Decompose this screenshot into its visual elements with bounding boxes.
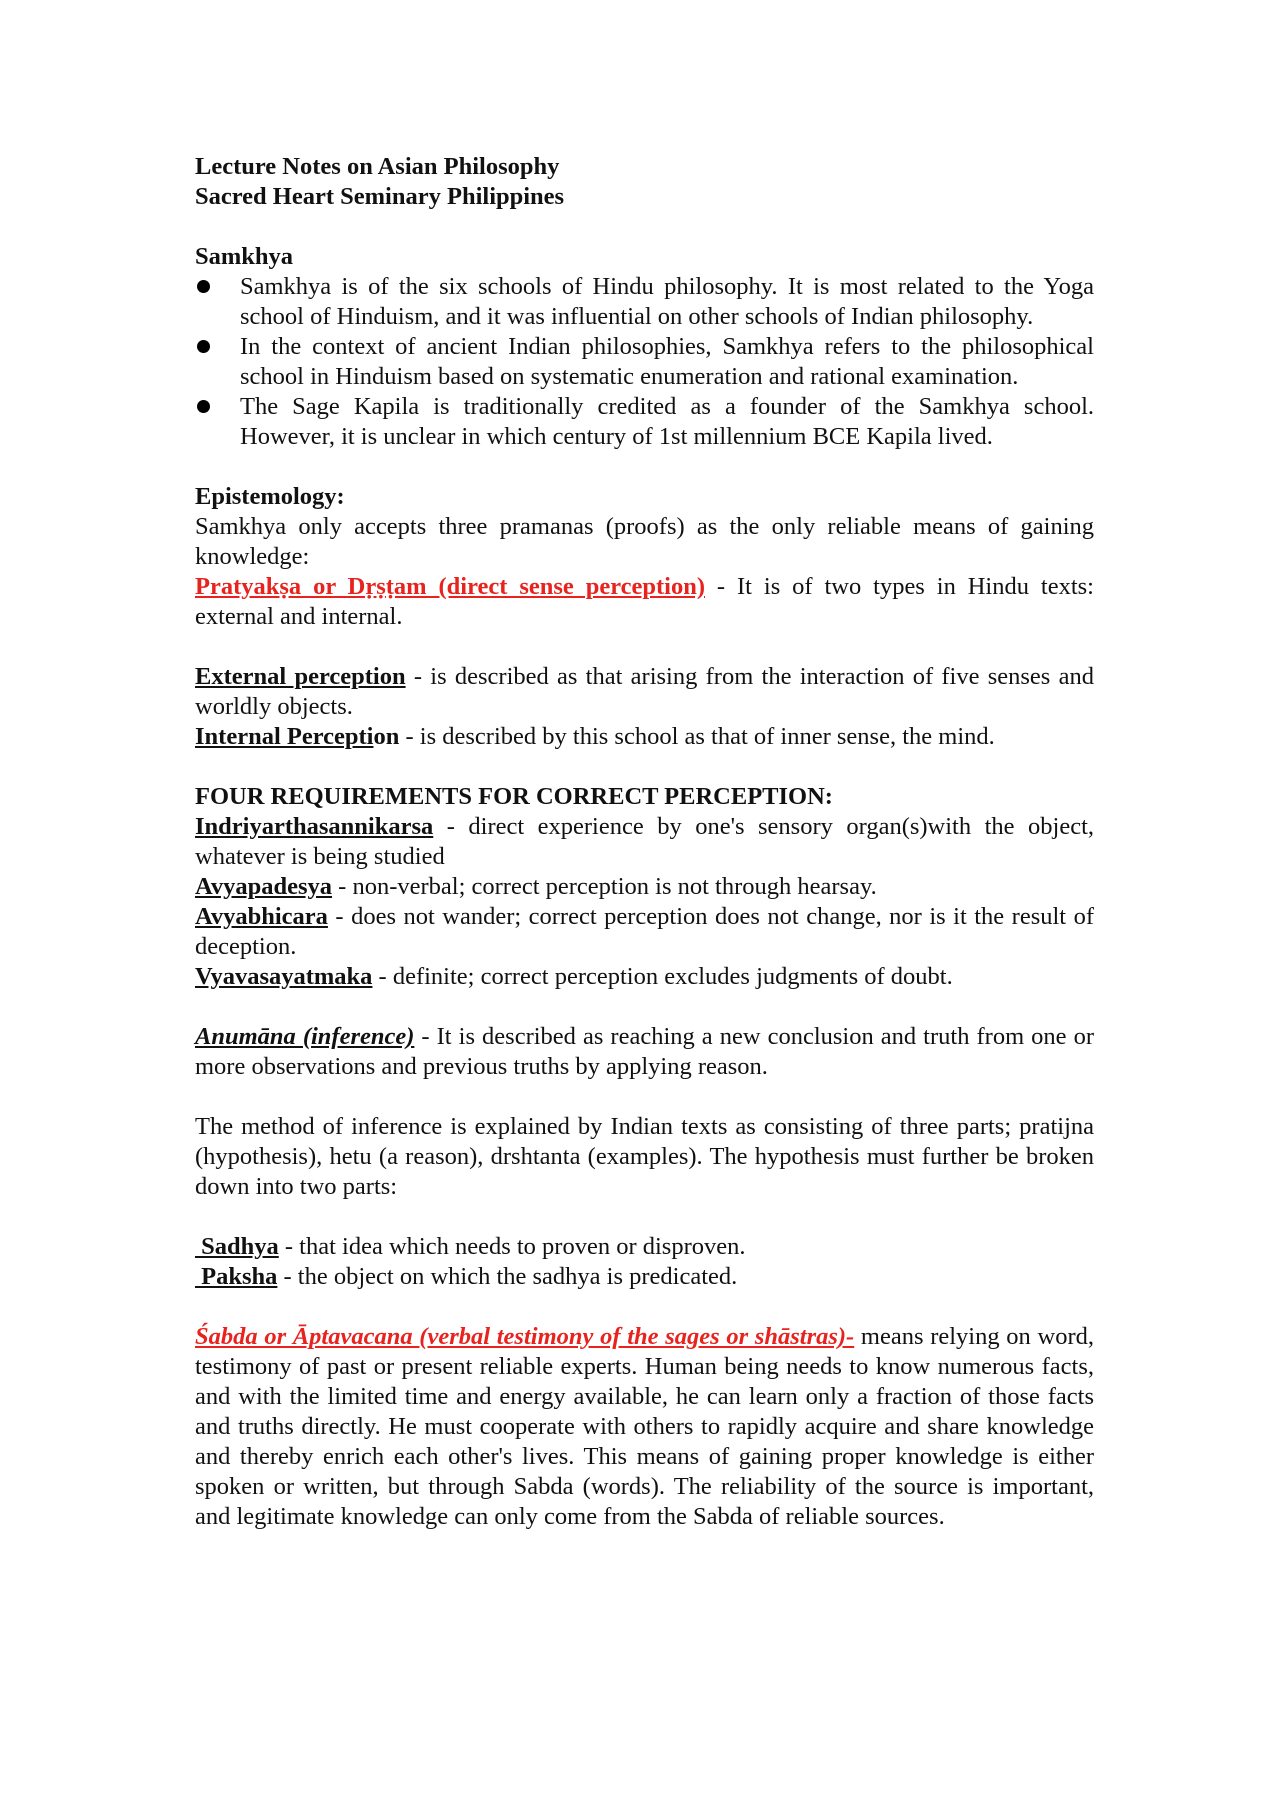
spacer xyxy=(195,1082,1094,1112)
inference-part-item xyxy=(195,1262,1094,1292)
internal-perception-term-rest: on xyxy=(373,723,400,750)
requirement-description: - does not wander; correct perception does not change, nor is it the result of deception. xyxy=(195,903,1094,960)
inference-method-paragraph: The method of inference is explained by Indian texts as consisting of three parts; pratijna (hypothesis), hetu (a reason), drshtanta (examples). The hypothesis must further be broken down into two parts: xyxy=(195,1113,1094,1200)
pratyaksa-paragraph xyxy=(195,572,1094,632)
bullet-item xyxy=(195,272,1094,332)
sabda-description: means relying on word, testimony of past or present reliable experts. Human being needs to know numerous facts, and with the limited time and energy available, he can learn only a fraction of those facts and truths directly. He must cooperate with others to rapidly acquire and share knowledge and thereby enrich each other's lives. This means of gaining proper knowledge is either spoken or written, but through Sabda (words). The reliability of the source is important, and legitimate knowledge can only come from the Sabda of reliable sources. xyxy=(195,1323,1094,1530)
bullet-text: Samkhya is of the six schools of Hindu philosophy. It is most related to the Yoga school of Hinduism, and it was influential on other schools of Indian philosophy. xyxy=(240,273,1094,330)
requirement-description: - definite; correct perception excludes judgments of doubt. xyxy=(372,963,953,990)
external-perception-description: - is described as that arising from the interaction of five senses and worldly objects. xyxy=(195,663,1094,720)
requirement-description: - non-verbal; correct perception is not through hearsay. xyxy=(332,873,877,900)
requirement-term: Vyavasayatmaka xyxy=(195,963,373,990)
anumana-description: - It is described as reaching a new conclusion and truth from one or more observations and previous truths by applying reason. xyxy=(195,1023,1094,1080)
internal-perception-term: Internal Percepti xyxy=(195,723,374,750)
pratyaksa-description: - It is of two types in Hindu texts: external and internal. xyxy=(195,573,1094,630)
epistemology-intro: Samkhya only accepts three pramanas (proofs) as the only reliable means of gaining knowledge: xyxy=(195,513,1094,570)
requirement-item xyxy=(195,962,1094,992)
requirement-term: Avyapadesya xyxy=(195,873,333,900)
spacer xyxy=(195,632,1094,662)
document-page xyxy=(195,152,1094,1532)
bullet-text: The Sage Kapila is traditionally credited as a founder of the Samkhya school. However, it is unclear in which century of 1st millennium BCE Kapila lived. xyxy=(240,393,1094,450)
document-subtitle: Sacred Heart Seminary Philippines xyxy=(195,183,565,210)
inference-part-description: - that idea which needs to proven or disproven. xyxy=(278,1233,746,1260)
sabda-paragraph xyxy=(195,1322,1094,1532)
internal-perception-description: - is described by this school as that of inner sense, the mind. xyxy=(399,723,995,750)
external-perception-paragraph xyxy=(195,662,1094,722)
bullet-item xyxy=(195,332,1094,392)
requirement-description: - direct experience by one's sensory organ(s)with the object, whatever is being studied xyxy=(195,813,1094,870)
requirement-item xyxy=(195,812,1094,872)
sabda-term: Śabda or Āptavacana (verbal testimony of the sages or shāstras)- xyxy=(195,1323,855,1350)
requirement-item xyxy=(195,872,1094,902)
bullet-dot-icon xyxy=(197,280,210,293)
bullet-dot-icon xyxy=(197,400,210,413)
section-heading-samkhya: Samkhya xyxy=(195,243,294,270)
samkhya-bullet-list xyxy=(195,272,1094,452)
document-title: Lecture Notes on Asian Philosophy xyxy=(195,153,560,180)
inference-part-description: - the object on which the sadhya is predicated. xyxy=(277,1263,738,1290)
anumana-term: Anumāna (inference) xyxy=(195,1023,415,1050)
section-heading-epistemology: Epistemology: xyxy=(195,483,345,510)
spacer xyxy=(195,1292,1094,1322)
spacer xyxy=(195,452,1094,482)
bullet-dot-icon xyxy=(197,340,210,353)
internal-perception-paragraph xyxy=(195,722,1094,752)
section-heading-requirements: FOUR REQUIREMENTS FOR CORRECT PERCEPTION: xyxy=(195,783,833,810)
inference-part-term: Paksha xyxy=(195,1263,278,1290)
spacer xyxy=(195,212,1094,242)
spacer xyxy=(195,1202,1094,1232)
bullet-text: In the context of ancient Indian philosophies, Samkhya refers to the philosophical school in Hinduism based on systematic enumeration and rational examination. xyxy=(240,333,1094,390)
requirement-item xyxy=(195,902,1094,962)
bullet-item xyxy=(195,392,1094,452)
spacer xyxy=(195,752,1094,782)
inference-part-item xyxy=(195,1232,1094,1262)
spacer xyxy=(195,992,1094,1022)
anumana-paragraph xyxy=(195,1022,1094,1082)
external-perception-term: External perception xyxy=(195,663,406,690)
pratyaksa-term: Pratyakṣa or Dṛṣṭam (direct sense perception) xyxy=(195,573,706,600)
requirement-term: Avyabhicara xyxy=(195,903,328,930)
requirement-term: Indriyarthasannikarsa xyxy=(195,813,434,840)
inference-part-term: Sadhya xyxy=(195,1233,279,1260)
